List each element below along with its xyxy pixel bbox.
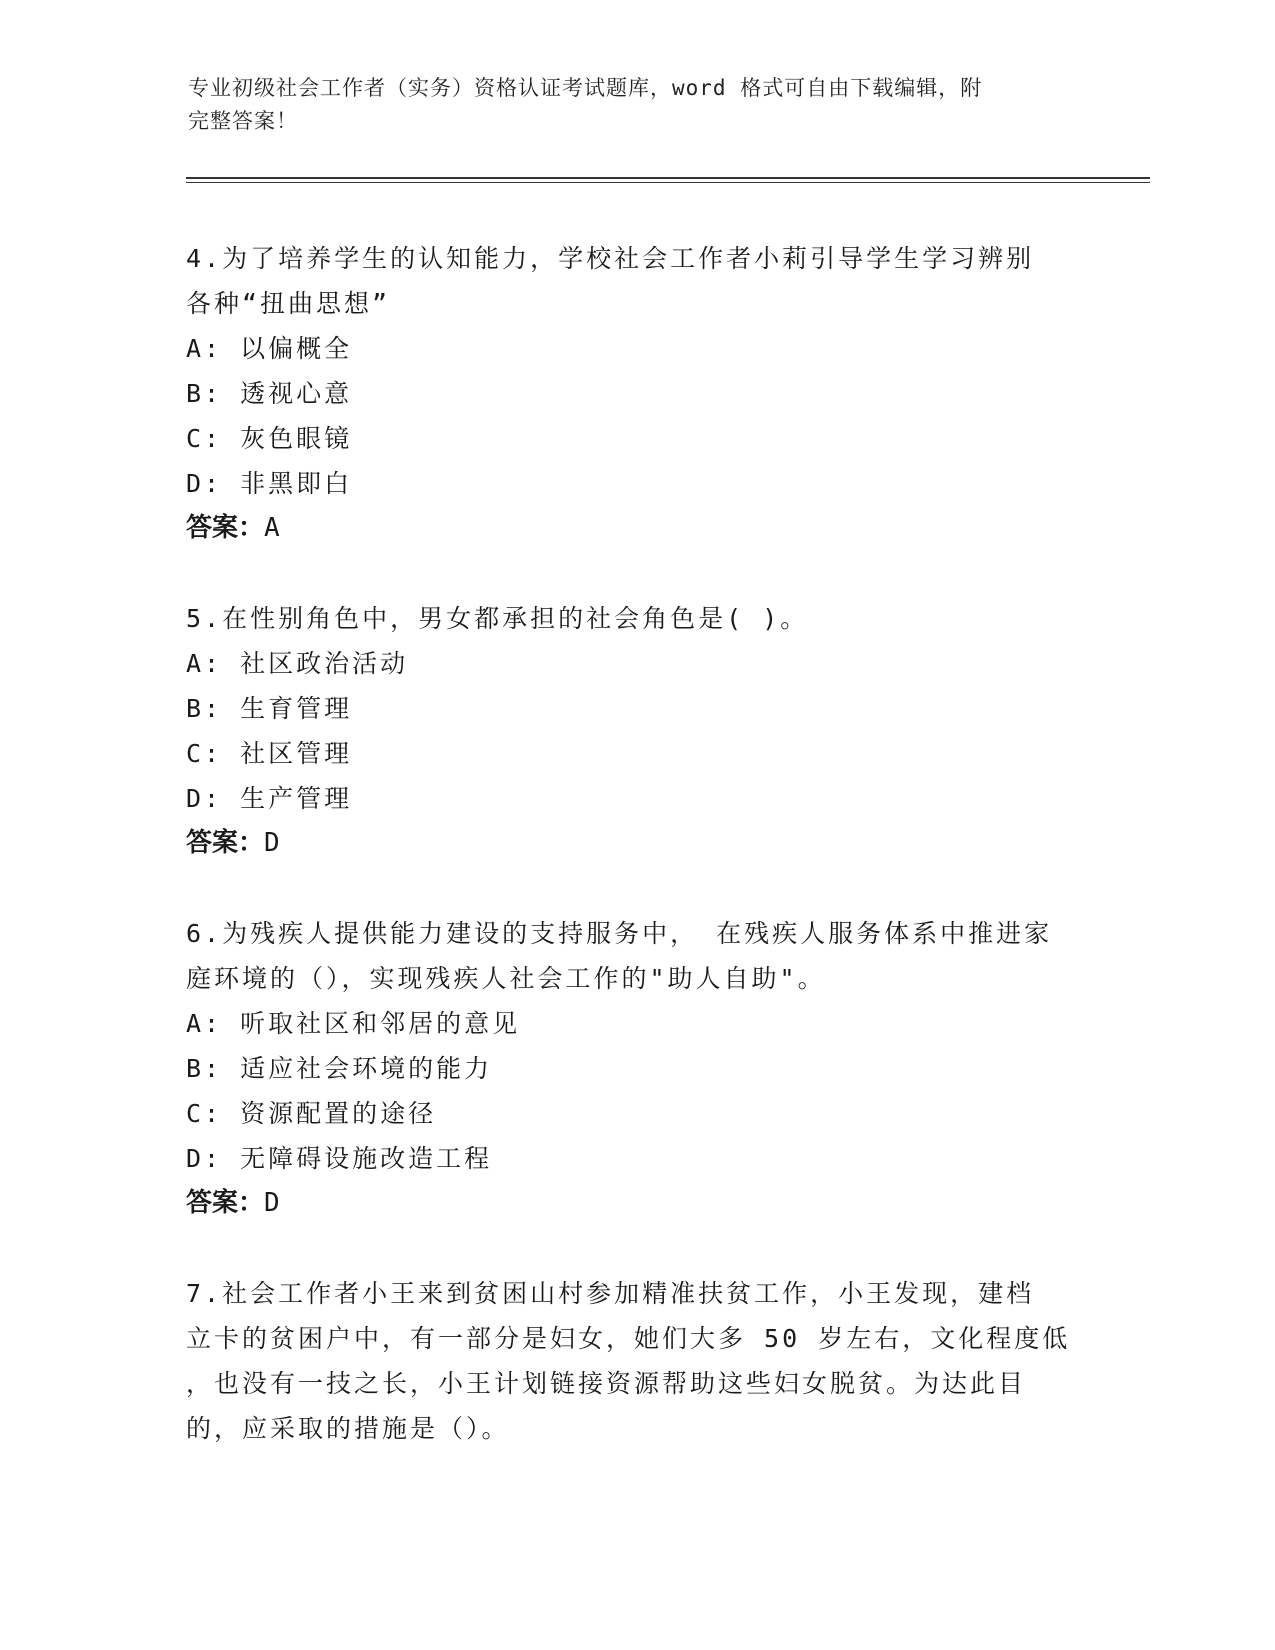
answer-value: D xyxy=(264,828,280,858)
option-b: B: 生育管理 xyxy=(186,694,353,723)
question-item xyxy=(186,596,1076,866)
option-b: B: 透视心意 xyxy=(186,379,353,408)
option-c: C: 资源配置的途径 xyxy=(186,1099,437,1128)
answer-line xyxy=(186,821,1076,866)
question-text-line: 6.为残疾人提供能力建设的支持服务中， 在残疾人服务体系中推进家 xyxy=(186,919,1053,948)
answer-line xyxy=(186,1181,1076,1226)
question-text-line: 立卡的贫困户中，有一部分是妇女，她们大多 50 岁左右，文化程度低 xyxy=(186,1324,1071,1353)
question-item xyxy=(186,1271,1076,1451)
option-d: D: 非黑即白 xyxy=(186,469,353,498)
header-line-1: 专业初级社会工作者（实务）资格认证考试题库，word 格式可自由下载编辑，附 xyxy=(188,76,983,100)
answer-label: 答案： xyxy=(186,513,265,543)
option-d: D: 无障碍设施改造工程 xyxy=(186,1144,493,1173)
header-line-2: 完整答案！ xyxy=(188,109,298,133)
question-list xyxy=(186,236,1076,1496)
option-b: B: 适应社会环境的能力 xyxy=(186,1054,493,1083)
question-item xyxy=(186,911,1076,1226)
answer-value: A xyxy=(264,513,280,543)
option-d: D: 生产管理 xyxy=(186,784,353,813)
answer-label: 答案： xyxy=(186,1188,265,1218)
answer-line xyxy=(186,506,1076,551)
question-item xyxy=(186,236,1076,551)
option-c: C: 社区管理 xyxy=(186,739,353,768)
option-a: A: 社区政治活动 xyxy=(186,649,409,678)
question-text-line: 7.社会工作者小王来到贫困山村参加精准扶贫工作，小王发现，建档 xyxy=(186,1279,1035,1308)
question-text-line: 庭环境的（），实现残疾人社会工作的"助人自助"。 xyxy=(186,964,826,993)
question-text-line: 4.为了培养学生的认知能力，学校社会工作者小莉引导学生学习辨别 xyxy=(186,244,1035,273)
option-a: A: 以偏概全 xyxy=(186,334,353,363)
question-text-line: 各种“扭曲思想” xyxy=(186,289,391,318)
header-divider-thick xyxy=(186,177,1150,179)
header-divider-thin xyxy=(186,182,1150,183)
answer-value: D xyxy=(264,1188,280,1218)
document-header xyxy=(188,72,1068,138)
option-c: C: 灰色眼镜 xyxy=(186,424,353,453)
option-a: A: 听取社区和邻居的意见 xyxy=(186,1009,521,1038)
question-text-line: 5.在性别角色中，男女都承担的社会角色是( )。 xyxy=(186,604,809,633)
question-text-line: 的，应采取的措施是（）。 xyxy=(186,1414,510,1443)
answer-label: 答案： xyxy=(186,828,265,858)
question-text-line: ，也没有一技之长，小王计划链接资源帮助这些妇女脱贫。为达此目 xyxy=(186,1369,1027,1398)
